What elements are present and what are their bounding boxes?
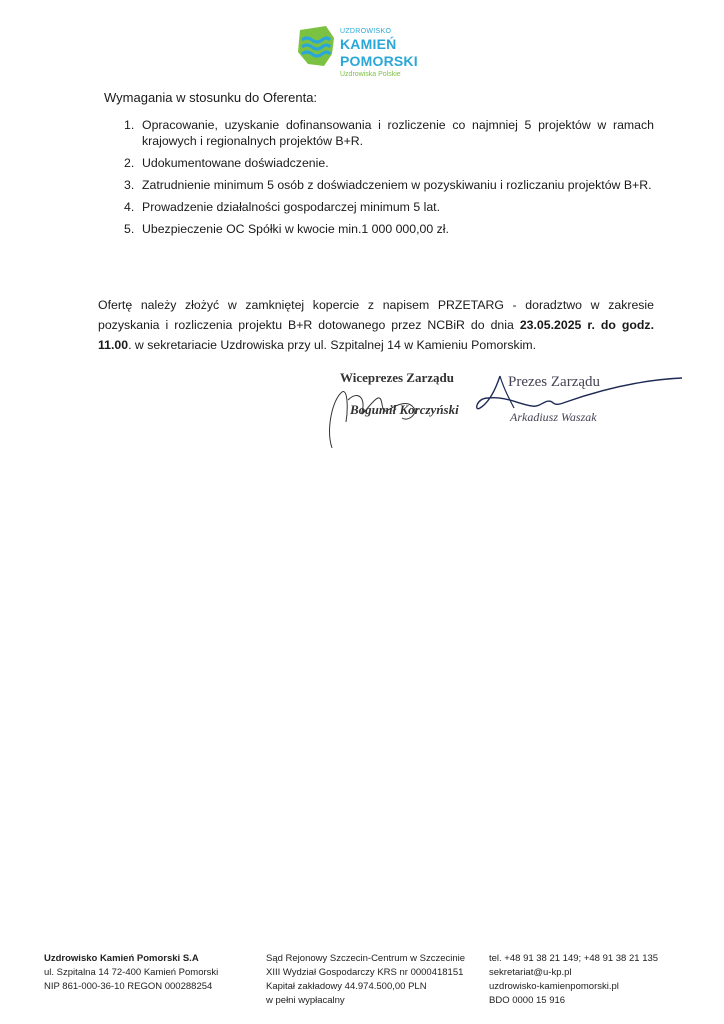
list-item — [124, 199, 654, 215]
footer-website: uzdrowisko-kamienpomorski.pl — [489, 981, 619, 992]
footer-address: ul. Szpitalna 14 72-400 Kamień Pomorski — [44, 967, 219, 978]
offer-paragraph — [98, 295, 654, 355]
list-item-number: 3. — [124, 178, 135, 192]
footer-tax-ids: NIP 861-000-36-10 REGON 000288254 — [44, 981, 213, 992]
footer-paid: w pełni wypłacalny — [266, 995, 345, 1006]
footer-capital: Kapitał zakładowy 44.974.500,00 PLN — [266, 981, 427, 992]
list-item-number: 1. — [124, 118, 135, 132]
list-item — [124, 177, 654, 193]
footer-krs: XIII Wydział Gospodarczy KRS nr 0000418151 — [266, 967, 464, 978]
signatures-area — [310, 360, 690, 460]
president-title: Prezes Zarządu — [508, 374, 601, 390]
list-item-text: Opracowanie, uzyskanie dofinansowania i rozliczenie co najmniej 5 projektów w ramach krajowych i regionalnych projektów B+R. — [142, 118, 654, 148]
footer-contact-info — [489, 952, 699, 1008]
list-item-text: Udokumentowane doświadczenie. — [142, 156, 329, 170]
footer-bdo: BDO 0000 15 916 — [489, 995, 566, 1006]
president-name: Arkadiusz Waszak — [510, 410, 597, 424]
vice-president-title: Wiceprezes Zarządu — [340, 370, 454, 385]
logo-sub-text: Uzdrowiska Polskie — [340, 71, 401, 78]
footer-court: Sąd Rejonowy Szczecin-Centrum w Szczecinie — [266, 953, 466, 964]
list-item — [124, 117, 654, 149]
footer-registry-info — [266, 952, 476, 1008]
list-item — [124, 155, 654, 171]
offer-text-part1: Ofertę należy złożyć w zamkniętej kopercie z napisem PRZETARG - doradztwo w zakresie pozyskania i rozliczenia projektu B+R dotowanego przez NCBiR do dnia — [98, 298, 654, 333]
offer-deadline: 23.05.2025 r. do godz. 11.00 — [98, 318, 654, 353]
company-logo — [296, 24, 476, 78]
footer-email: sekretariat@u-kp.pl — [489, 967, 572, 978]
list-item-number: 4. — [124, 200, 135, 214]
logo-wave-icon — [296, 24, 338, 68]
footer-company-info — [44, 952, 254, 994]
footer-company-name: Uzdrowisko Kamień Pomorski S.A — [44, 953, 199, 964]
list-item-number: 2. — [124, 156, 135, 170]
list-item-number: 5. — [124, 222, 135, 236]
vice-president-signature-icon — [318, 370, 468, 450]
list-item — [124, 221, 654, 237]
requirements-heading: Wymagania w stosunku do Oferenta: — [104, 90, 318, 105]
offer-text-part2: . w sekretariacie Uzdrowiska przy ul. Szpitalnej 14 w Kamieniu Pomorskim. — [128, 338, 537, 353]
list-item-text: Ubezpieczenie OC Spółki w kwocie min.1 000 000,00 zł. — [142, 222, 449, 236]
logo-main-text: KAMIEŃ POMORSKI — [340, 36, 418, 69]
requirements-list — [124, 117, 654, 243]
list-item-text: Prowadzenie działalności gospodarczej minimum 5 lat. — [142, 200, 441, 214]
logo-top-text: UZDROWISKO — [340, 28, 392, 35]
vice-president-name: Bogumił Korczyński — [350, 402, 459, 417]
list-item-text: Zatrudnienie minimum 5 osób z doświadczeniem w pozyskiwaniu i rozliczaniu projektów B+R. — [142, 178, 652, 192]
footer-phone: tel. +48 91 38 21 149; +48 91 38 21 135 — [489, 953, 659, 964]
